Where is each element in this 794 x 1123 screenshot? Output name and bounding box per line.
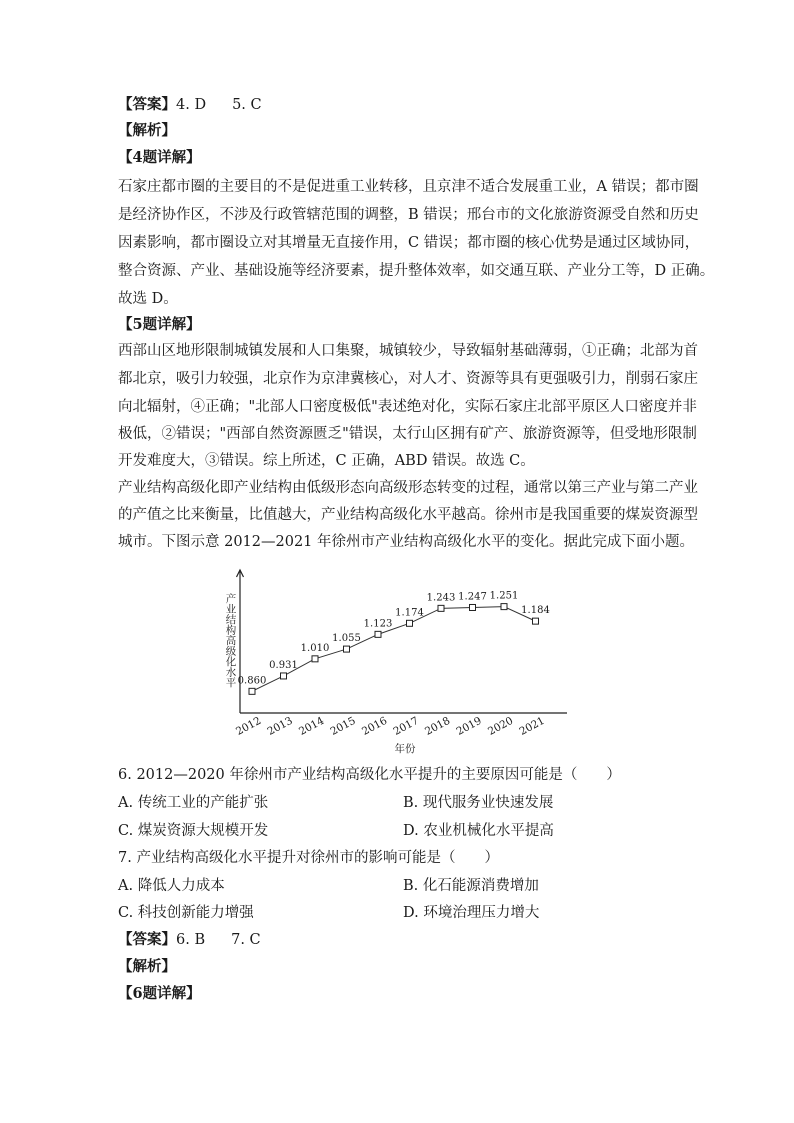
answer-5: 5. C <box>232 97 262 113</box>
q4-detail-line: 故选 D。 <box>118 291 178 307</box>
data-point <box>249 688 255 694</box>
q4-detail-heading: 【4题详解】 <box>118 149 201 166</box>
y-axis-label: 产业结构高级化水平 <box>225 593 237 689</box>
x-tick-label: 2021 <box>517 714 547 738</box>
q5-detail-line: 向北辐射，④正确；"北部人口密度极低"表述绝对化，实际石家庄北部平原区人口密度并非 <box>118 399 697 415</box>
industry-structure-line-chart <box>215 560 575 760</box>
data-label: 1.247 <box>458 591 487 603</box>
data-point <box>470 604 476 610</box>
data-label: 1.055 <box>332 633 361 645</box>
data-point <box>438 605 444 611</box>
q6-option-d: D. 农业机械化水平提高 <box>403 823 554 839</box>
data-point <box>375 631 381 637</box>
intro-line: 的产值之比来衡量，比值越大，产业结构高级化水平越高。徐州市是我国重要的煤炭资源型 <box>118 507 698 523</box>
data-label: 1.010 <box>300 642 330 654</box>
q7-option-b: B. 化石能源消费增加 <box>403 878 539 894</box>
q5-detail-line: 开发难度大，③错误。综上所述，C 正确，ABD 错误。故选 C。 <box>118 453 535 469</box>
intro-line: 城市。下图示意 2012—2021 年徐州市产业结构高级化水平的变化。据此完成下面小题。 <box>118 534 695 550</box>
answer-label: 【答案】 <box>118 931 176 948</box>
data-label: 1.243 <box>426 592 456 604</box>
answer-line-2 <box>118 930 261 950</box>
analysis-heading-2: 【解析】 <box>118 958 176 975</box>
x-tick-label: 2016 <box>359 714 390 738</box>
q6-option-c: C. 煤炭资源大规模开发 <box>118 823 269 839</box>
data-label: 1.251 <box>489 590 519 602</box>
series-line <box>252 607 536 692</box>
q5-detail-line: 极低，②错误；"西部自然资源匮乏"错误，太行山区拥有矿产、旅游资源等，但受地形限制 <box>118 426 697 442</box>
data-label: 1.123 <box>363 618 393 630</box>
q6-stem: 6. 2012—2020 年徐州市产业结构高级化水平提升的主要原因可能是（ ） <box>118 767 621 783</box>
data-point <box>533 618 539 624</box>
data-point <box>407 620 413 626</box>
q7-option-a: A. 降低人力成本 <box>118 878 225 894</box>
q6-option-a: A. 传统工业的产能扩张 <box>118 795 269 811</box>
q6-option-b: B. 现代服务业快速发展 <box>403 795 554 811</box>
intro-line: 产业结构高级化即产业结构由低级形态向高级形态转变的过程，通常以第三产业与第二产业 <box>118 480 698 496</box>
q7-option-c: C. 科技创新能力增强 <box>118 905 254 921</box>
data-point <box>281 673 287 679</box>
answer-7: 7. C <box>231 932 261 948</box>
x-tick-label: 2012 <box>233 714 264 738</box>
q7-stem: 7. 产业结构高级化水平提升对徐州市的影响可能是（ ） <box>118 850 499 866</box>
answer-4: 4. D <box>176 97 207 113</box>
x-tick-label: 2015 <box>328 714 358 738</box>
q6-detail-heading: 【6题详解】 <box>118 985 201 1002</box>
q5-detail-line: 西部山区地形限制城镇发展和人口集聚，城镇较少，导致辐射基础薄弱，①正确；北部为首 <box>118 343 698 359</box>
x-axis-label: 年份 <box>394 743 416 755</box>
data-point <box>344 646 350 652</box>
x-tick-label: 2018 <box>422 714 453 738</box>
q4-detail-line: 是经济协作区，不涉及行政管辖范围的调整，B 错误；邢台市的文化旅游资源受自然和历史 <box>118 207 699 223</box>
q4-detail-line: 整合资源、产业、基础设施等经济要素，提升整体效率，如交通互联、产业分工等，D 正确。 <box>118 263 715 279</box>
data-point <box>501 604 507 610</box>
x-tick-label: 2013 <box>265 714 295 738</box>
q7-option-d: D. 环境治理压力增大 <box>403 905 540 921</box>
x-tick-label: 2019 <box>454 714 484 738</box>
data-label: 0.860 <box>237 675 267 687</box>
data-point <box>312 656 318 662</box>
analysis-heading-1: 【解析】 <box>118 122 176 139</box>
q5-detail-heading: 【5题详解】 <box>118 316 201 333</box>
x-tick-label: 2014 <box>296 714 327 738</box>
answer-label: 【答案】 <box>118 96 176 113</box>
answer-6: 6. B <box>176 932 206 948</box>
q5-detail-line: 都北京，吸引力较强，北京作为京津冀核心，对人才、资源等具有更强吸引力，削弱石家庄 <box>118 371 698 387</box>
data-label: 1.174 <box>395 607 424 619</box>
x-tick-label: 2020 <box>485 714 516 738</box>
data-label: 1.184 <box>521 605 550 617</box>
q4-detail-line: 石家庄都市圈的主要目的不是促进重工业转移，且京津不适合发展重工业，A 错误；都市圈 <box>118 179 699 195</box>
data-label: 0.931 <box>269 659 298 671</box>
answer-line-1 <box>118 95 262 115</box>
x-tick-label: 2017 <box>391 714 421 738</box>
q4-detail-line: 因素影响，都市圈设立对其增量无直接作用，C 错误；都市圈的核心优势是通过区域协同， <box>118 235 700 251</box>
